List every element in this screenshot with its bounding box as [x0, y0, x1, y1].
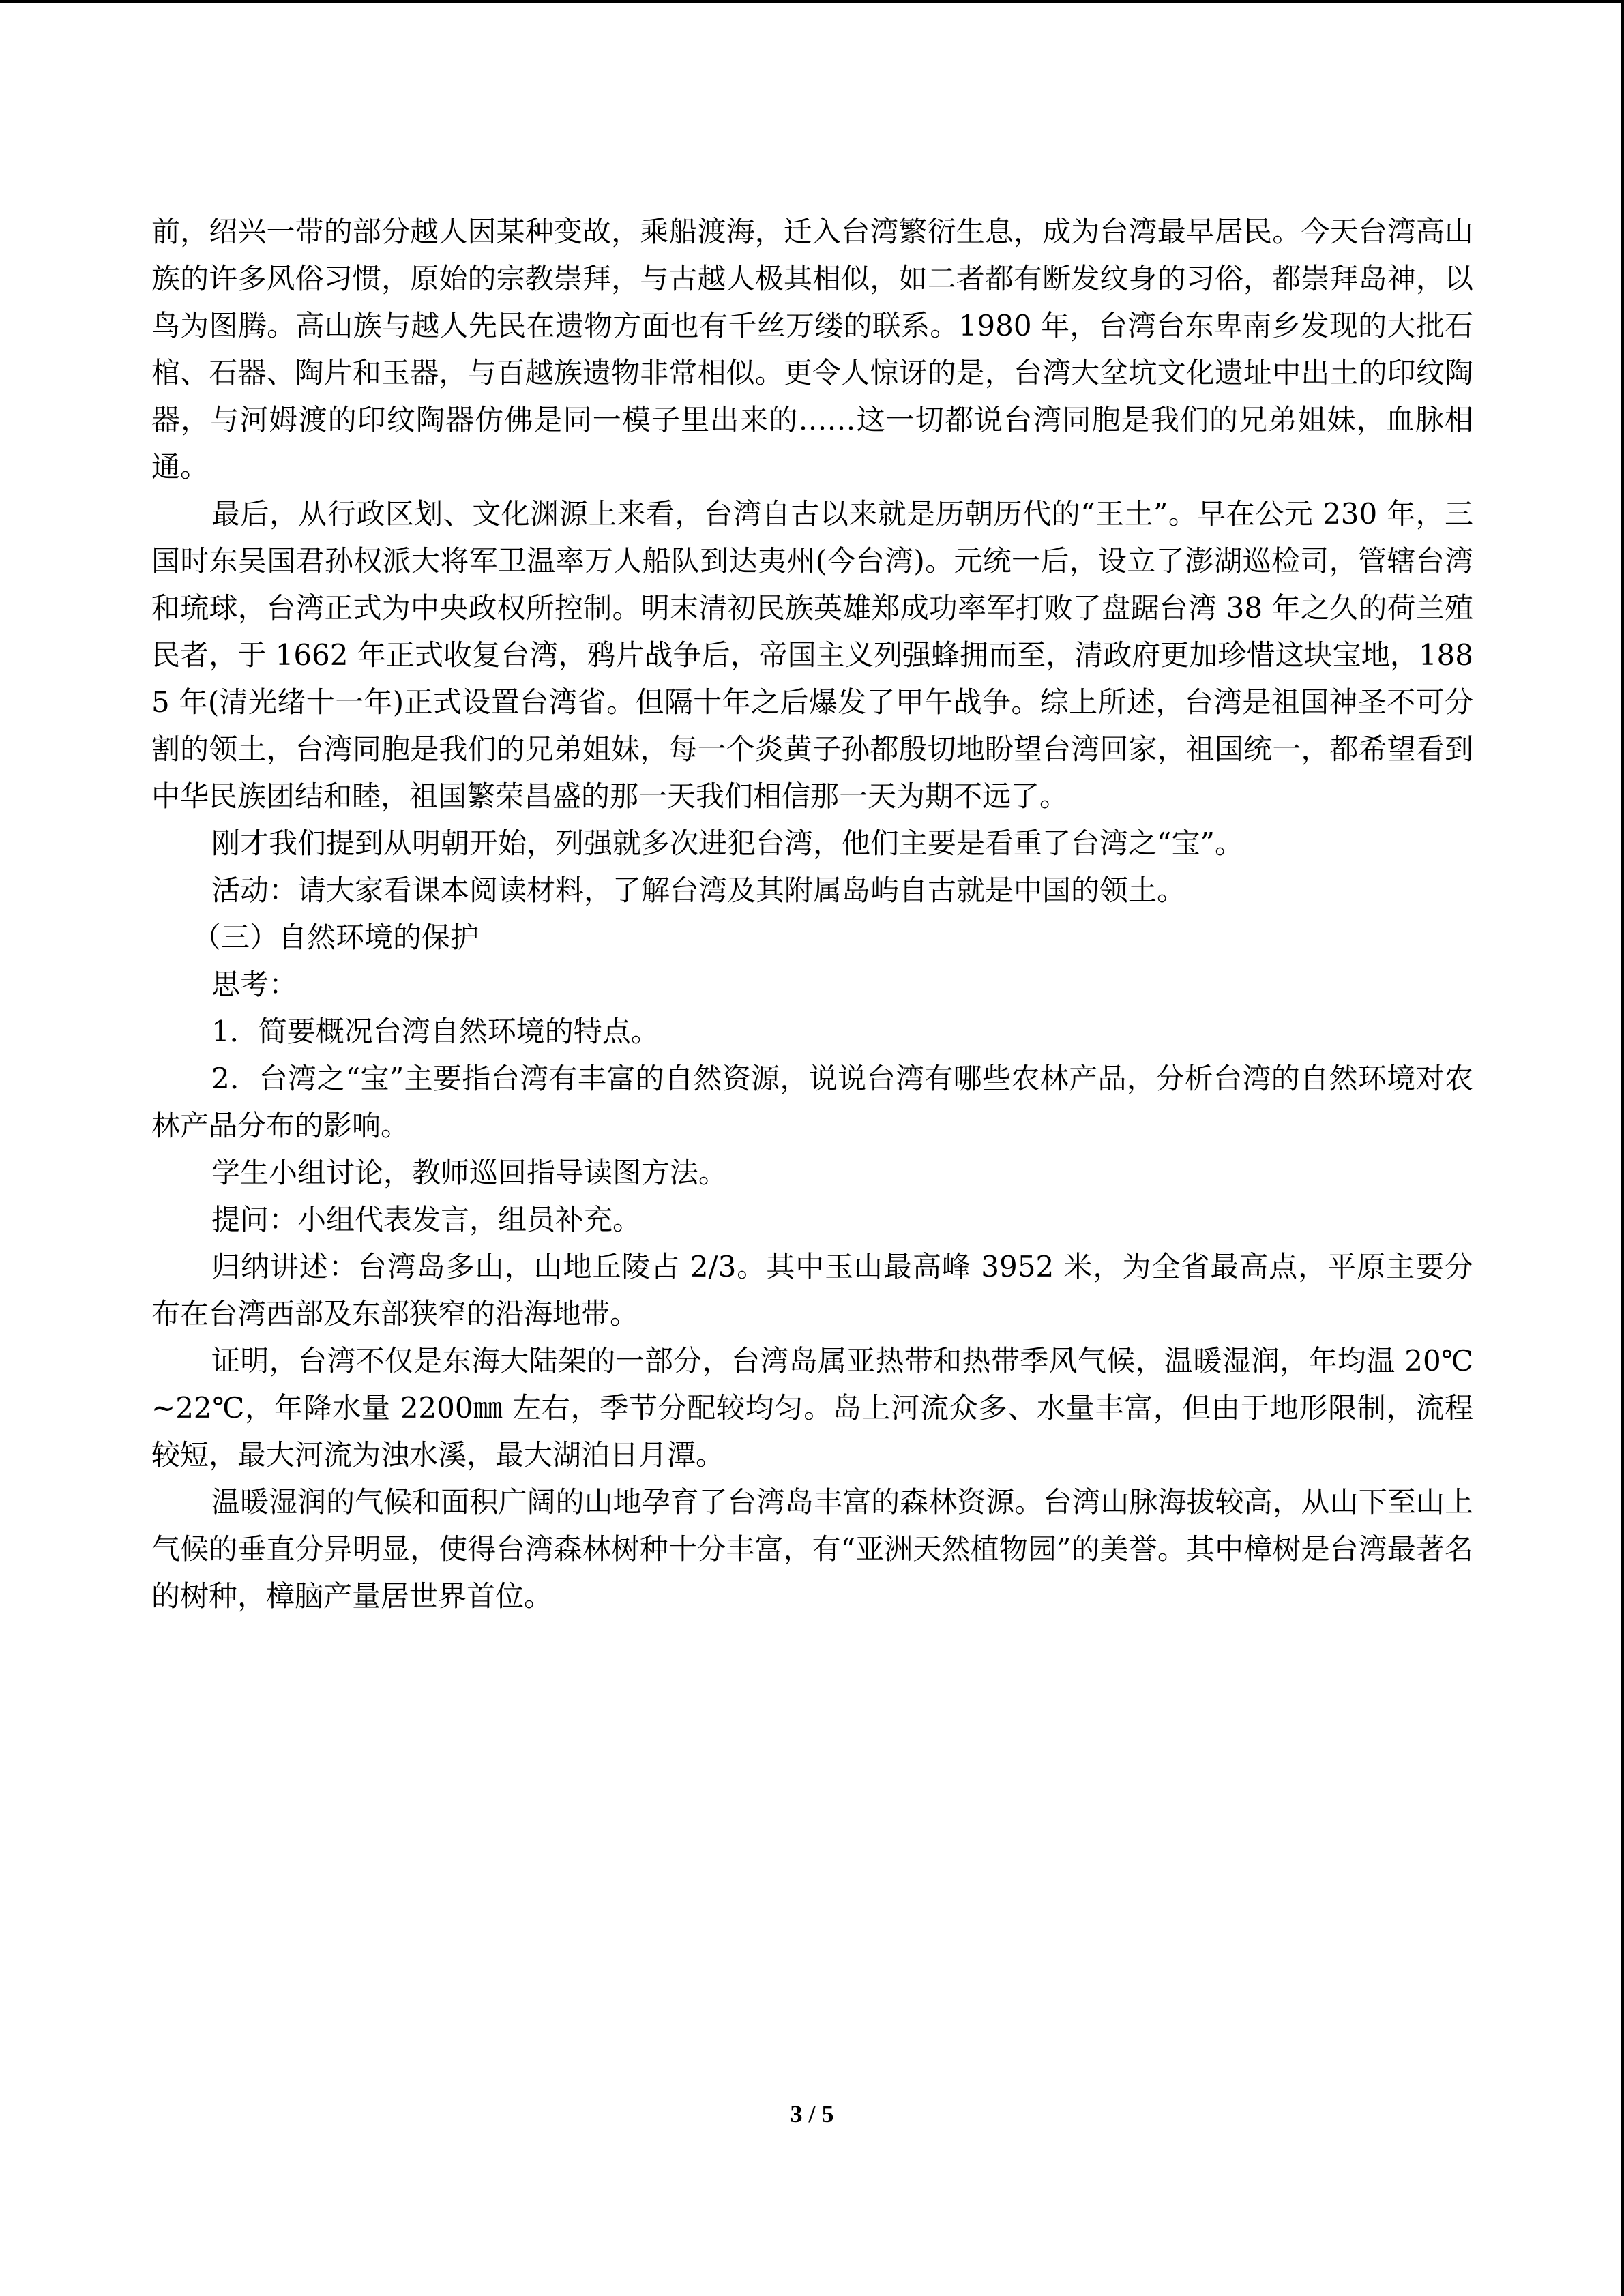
- paragraph-question-answer: 提问：小组代表发言，组员补充。: [211, 1203, 642, 1236]
- page-top-border: [0, 0, 1624, 3]
- paragraph-forest-resources: 温暖湿润的气候和面积广阔的山地孕育了台湾岛丰富的森林资源。台湾山脉海拔较高，从山下至山上气候的垂直分异明显，使得台湾森林树种十分丰富，有“亚洲天然植物园”的美誉。其中樟树是台湾最著名的树种，樟脑产量居世界首位。: [151, 1485, 1473, 1613]
- page-right-border: [1621, 0, 1624, 2296]
- paragraph-treasure-intro: 刚才我们提到从明朝开始，列强就多次进犯台湾，他们主要是看重了台湾之“宝”。: [211, 826, 1243, 860]
- paragraph-terrain-summary: 归纳讲述：台湾岛多山，山地丘陵占 2/3。其中玉山最高峰 3952 米，为全省最高点，平原主要分布在台湾西部及东部狭窄的沿海地带。: [151, 1250, 1473, 1330]
- paragraph-group-discussion: 学生小组讨论，教师巡回指导读图方法。: [211, 1156, 728, 1189]
- paragraph-climate-rivers: 证明，台湾不仅是东海大陆架的一部分，台湾岛属亚热带和热带季风气候，温暖湿润，年均温 20℃~22℃，年降水量 2200㎜ 左右，季节分配较均匀。岛上河流众多、水量丰富，但由于地形限制，流程较短，最大河流为浊水溪，最大湖泊日月潭。: [151, 1344, 1473, 1472]
- document-body: [151, 208, 1473, 1620]
- paragraph-activity: 活动：请大家看课本阅读材料，了解台湾及其附属岛屿自古就是中国的领土。: [211, 874, 1186, 907]
- paragraph-administrative-history: 最后，从行政区划、文化渊源上来看，台湾自古以来就是历朝历代的“王土”。早在公元 230 年，三国时东吴国君孙权派大将军卫温率万人船队到达夷州(今台湾)。元统一后，设立了澎湖巡检司，管辖台湾和琉球，台湾正式为中央政权所控制。明末清初民族英雄郑成功率军打败了盘踞台湾 38 年之久的荷兰殖民者，于 1662 年正式收复台湾，鸦片战争后，帝国主义列强蜂拥而至，清政府更加珍惜这块宝地，1885 年(清光绪十一年)正式设置台湾省。但隔十年之后爆发了甲午战争。综上所述，台湾是祖国神圣不可分割的领土，台湾同胞是我们的兄弟姐妹，每一个炎黄子孙都殷切地盼望台湾回家，祖国统一，都希望看到中华民族团结和睦，祖国繁荣昌盛的那一天我们相信那一天为期不远了。: [151, 497, 1473, 813]
- page-number: 3 / 5: [790, 2100, 834, 2128]
- section-heading-nature-protection: （三）自然环境的保护: [192, 921, 479, 954]
- paragraph-think-label: 思考：: [211, 968, 298, 1001]
- question-item-1: 1．简要概况台湾自然环境的特点。: [211, 1015, 660, 1048]
- question-item-2: 2．台湾之“宝”主要指台湾有丰富的自然资源，说说台湾有哪些农林产品，分析台湾的自然环境对农林产品分布的影响。: [151, 1062, 1473, 1142]
- paragraph-ancient-yue-origins: 前，绍兴一带的部分越人因某种变故，乘船渡海，迁入台湾繁衍生息，成为台湾最早居民。今天台湾高山族的许多风俗习惯，原始的宗教崇拜，与古越人极其相似，如二者都有断发纹身的习俗，都崇拜岛神，以鸟为图腾。高山族与越人先民在遗物方面也有千丝万缕的联系。1980 年，台湾台东卑南乡发现的大批石棺、石器、陶片和玉器，与百越族遗物非常相似。更令人惊讶的是，台湾大坌坑文化遗址中出土的印纹陶器，与河姆渡的印纹陶器仿佛是同一模子里出来的……这一切都说台湾同胞是我们的兄弟姐妹，血脉相通。: [151, 215, 1473, 483]
